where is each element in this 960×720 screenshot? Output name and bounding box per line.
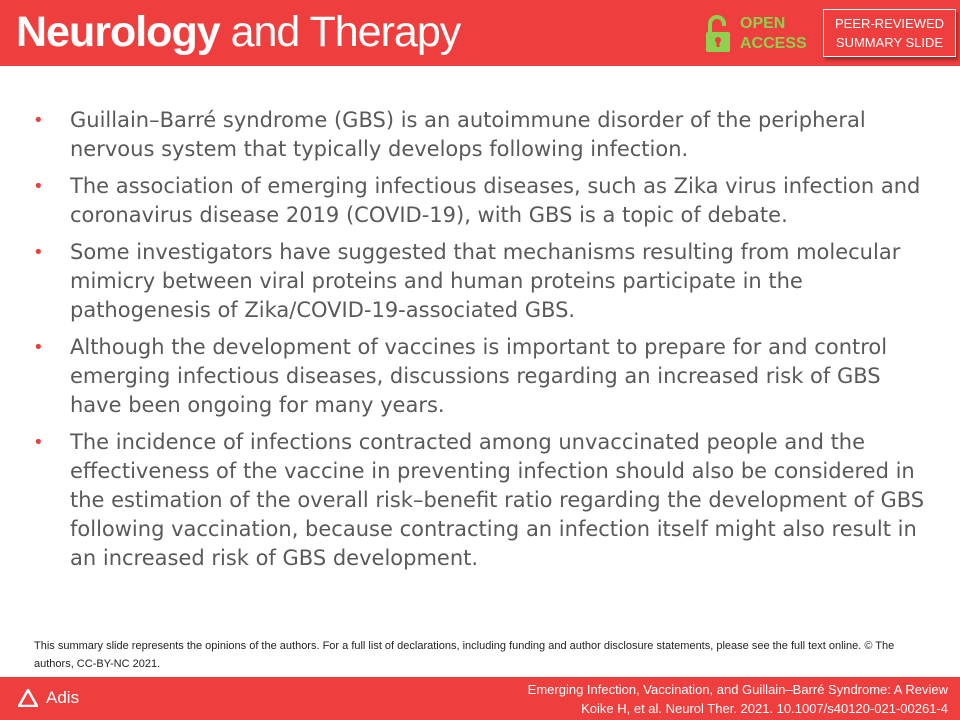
bullet-text: Guillain–Barré syndrome (GBS) is an autoimmune disorder of the peripheral nervous system that typically develops following infection. <box>70 108 866 161</box>
peer-reviewed-badge <box>823 9 956 57</box>
disclaimer-text: This summary slide represents the opinions of the authors. For a full list of declarations, including funding and author disclosure statements, please see the full text online. © The authors, CC-BY-NC 2021. <box>34 640 895 670</box>
adis-triangle-icon <box>18 689 38 707</box>
summary-bullet-list <box>30 106 935 581</box>
open-access-line1: OPEN <box>740 15 786 32</box>
bullet-text: The incidence of infections contracted among unvaccinated people and the effectiveness of the vaccine in preventing infection should also be considered in the estimation of the overall risk–benefit ratio regarding the development of GBS following vaccination, because contracting an infection itself might also result in an increased risk of GBS development. <box>70 430 925 570</box>
bullet-item <box>30 238 935 325</box>
bullet-marker: • <box>33 337 44 358</box>
peer-reviewed-line1: PEER-REVIEWED <box>834 16 945 31</box>
open-access-label <box>740 14 807 54</box>
bullet-text: Although the development of vaccines is important to prepare for and control emerging infectious diseases, discussions regarding an increased risk of GBS have been ongoing for many years. <box>70 335 888 417</box>
open-access-badge <box>704 14 807 54</box>
bullet-text: The association of emerging infectious diseases, such as Zika virus infection and coronavirus disease 2019 (COVID-19), with GBS is a topic of debate. <box>70 174 921 227</box>
journal-title-rest: and Therapy <box>219 8 461 56</box>
open-access-line2: ACCESS <box>740 35 807 52</box>
bullet-item <box>30 428 935 573</box>
publisher-name: Adis <box>46 688 80 707</box>
publisher-logo <box>18 688 79 708</box>
header-bar <box>0 0 960 66</box>
peer-reviewed-line2: SUMMARY SLIDE <box>835 35 944 50</box>
bullet-marker: • <box>33 432 44 453</box>
bullet-text: Some investigators have suggested that mechanisms resulting from molecular mimicry between viral proteins and human proteins participate in the pathogenesis of Zika/COVID-19-associated GBS. <box>70 240 901 322</box>
article-title: Emerging Infection, Vaccination, and Guillain–Barré Syndrome: A Review <box>527 682 948 697</box>
bullet-item <box>30 106 935 164</box>
bullet-marker: • <box>33 242 44 263</box>
bullet-marker: • <box>33 110 44 131</box>
journal-title <box>16 4 460 60</box>
bullet-item <box>30 172 935 230</box>
open-lock-icon <box>704 14 732 54</box>
article-citation: Koike H, et al. Neurol Ther. 2021. 10.1007/s40120-021-00261-4 <box>581 701 948 716</box>
journal-title-bold: Neurology <box>16 8 220 56</box>
citation-block <box>528 680 948 718</box>
bullet-marker: • <box>33 176 44 197</box>
footer-bar <box>0 677 960 720</box>
bullet-item <box>30 333 935 420</box>
